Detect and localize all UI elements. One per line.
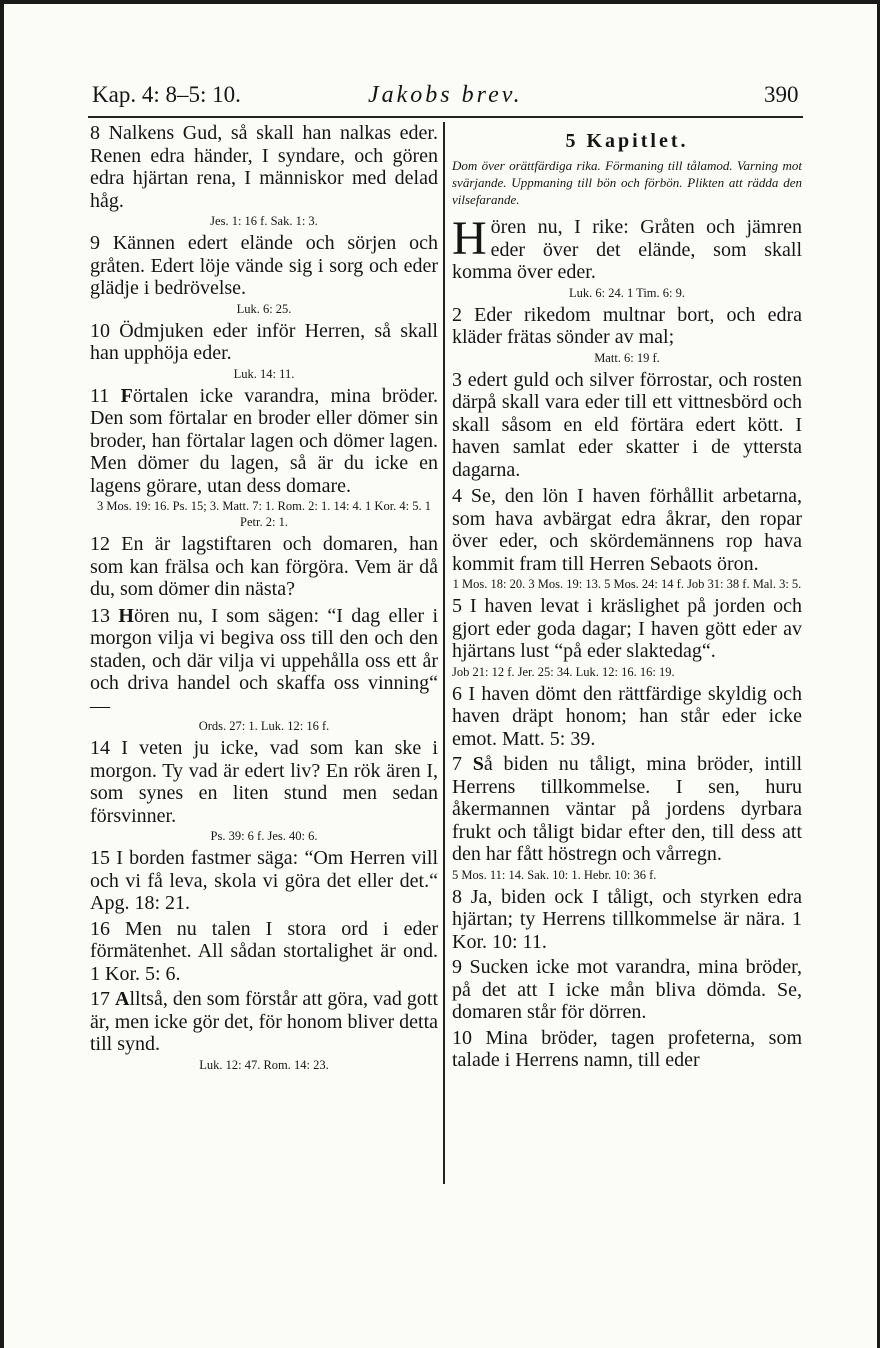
chapter-summary: Dom över orättfärdiga rika. Förmaning till tålamod. Varning mot svärjande. Uppmaning till bön och förbön. Plikten att rädda den vilsefarande. <box>452 158 802 207</box>
cross-reference: 1 Mos. 18: 20. 3 Mos. 19: 13. 5 Mos. 24: 14 f. Job 31: 38 f. Mal. 3: 5. <box>452 577 802 591</box>
drop-cap: H <box>452 212 487 265</box>
verse-4-14: 14 I veten ju icke, vad som kan ske i morgon. Ty vad är edert liv? En rök ären I, som synes en liten stund men sedan försvinner. <box>90 737 438 827</box>
verse-5-7: 7 Så biden nu tåligt, mina bröder, intill Herrens tillkommelse. I sen, huru åkermannen väntar på jordens dyrbara frukt och tåligt bidar efter den, till dess att den har fått höstregn och vårregn. <box>452 753 803 865</box>
page-number: 390 <box>764 82 799 107</box>
verse-4-10: 10 Ödmjuken eder inför Herren, så skall han upphöja eder. <box>90 319 438 364</box>
verse-5-4: 4 Se, den lön I haven förhållit arbetarna, som hava avbärgat edra åkrar, den ropar över eder, och skördemännens rop hava kommit fram till Herren Sebaots öron. <box>452 485 802 575</box>
header-book-title: Jakobs brev. <box>368 82 523 108</box>
cross-reference: 3 Mos. 19: 16. Ps. 15; 3. Matt. 7: 1. Rom. 2: 1. 14: 4. 1 Kor. 4: 5. 1 Petr. 2: 1. <box>96 499 432 529</box>
scan-edge-left <box>0 0 4 1348</box>
verse-4-16: 16 Men nu talen I stora ord i eder förmätenhet. All sådan stortalighet är ond. 1 Kor. 5: 6. <box>90 917 438 985</box>
right-column <box>452 122 802 1072</box>
chapter-heading: 5 Kapitlet. <box>565 130 689 152</box>
column-divider <box>443 122 445 1184</box>
verse-4-13: 13 Hören nu, I som sägen: “I dag eller i morgon vilja vi begiva oss till den och den staden, och där vilja vi uppehålla oss ett år och driva handel och skaffa oss vinning“ — <box>90 604 438 717</box>
cross-reference: Luk. 6: 24. 1 Tim. 6: 9. <box>569 285 685 300</box>
verse-5-3: 3 edert guld och silver förrostar, och rosten därpå skall vara eder till ett vittnesbörd och skall såsom en eld förtära edert kött. I haven samlat eder skatter i de yttersta dagarna. <box>452 368 802 481</box>
verse-4-15: 15 I borden fastmer säga: “Om Herren vill och vi få leva, skola vi göra det eller det.“ Apg. 18: 21. <box>90 847 438 914</box>
verse-5-6: 6 I haven dömt den rättfärdige skyldig och haven dräpt honom; han står eder icke emot. Matt. 5: 39. <box>452 682 802 750</box>
cross-reference: 5 Mos. 11: 14. Sak. 10: 1. Hebr. 10: 36 f. <box>452 867 657 882</box>
verse-4-11: 11 Förtalen icke varandra, mina bröder. Den som förtalar en broder eller dömer sin broder, han förtalar lagen och dömer lagen. Men dömer du lagen, så är du icke en lagens görare, utan dess domare. <box>90 384 438 497</box>
verse-5-9: 9 Sucken icke mot varandra, mina bröder, på det att I icke mån bliva dömda. Se, domaren står för dörren. <box>452 956 802 1023</box>
header-chapter-range: Kap. 4: 8–5: 10. <box>92 82 241 107</box>
verse-4-17: 17 Alltså, den som förstår att göra, vad gott är, men icke gör det, för honom bliver detta till synd. <box>90 988 439 1055</box>
cross-reference: Job 21: 12 f. Jer. 25: 34. Luk. 12: 16. 16: 19. <box>452 664 675 679</box>
header-rule <box>88 116 803 118</box>
scan-edge-top <box>0 0 880 4</box>
verse-5-1: Hören nu, I rike: Gråten och jämren eder över det elände, som skall komma över eder. <box>452 212 802 283</box>
verse-5-2: 2 Eder rikedom multnar bort, och edra kläder frätas sönder av mal; <box>452 303 802 348</box>
cross-reference: Luk. 14: 11. <box>233 366 295 381</box>
cross-reference: Ords. 27: 1. Luk. 12: 16 f. <box>198 719 330 733</box>
left-column <box>90 122 438 1076</box>
verse-5-8: 8 Ja, biden ock I tåligt, och styrken edra hjärtan; ty Herrens tillkommelse är nära. 1 Kor. 10: 11. <box>452 885 802 953</box>
cross-reference: Matt. 6: 19 f. <box>594 350 660 365</box>
verse-4-12: 12 En är lagstiftaren och domaren, han som kan frälsa och kan förgöra. Vem är då du, som dömer din nästa? <box>90 533 438 600</box>
cross-reference: Luk. 6: 25. <box>236 301 292 316</box>
cross-reference: Jes. 1: 16 f. Sak. 1: 3. <box>210 214 318 228</box>
verse-5-5: 5 I haven levat i kräslighet på jorden och gjort eder goda dagar; I haven gött eder av hjärtans lust “på eder slaktedag“. <box>452 595 802 662</box>
verse-4-8: 8 Nalkens Gud, så skall han nalkas eder. Renen edra händer, I syndare, och gören edra hjärtan rena, I människor med delad håg. <box>90 122 438 212</box>
cross-reference: Luk. 12: 47. Rom. 14: 23. <box>199 1057 329 1072</box>
cross-reference: Ps. 39: 6 f. Jes. 40: 6. <box>210 829 318 843</box>
verse-4-9: 9 Kännen edert elände och sörjen och gråten. Edert löje vände sig i sorg och eder glädje i bedrövelse. <box>90 232 438 299</box>
verse-5-10: 10 Mina bröder, tagen profeterna, som talade i Herrens namn, till eder <box>452 1026 802 1071</box>
